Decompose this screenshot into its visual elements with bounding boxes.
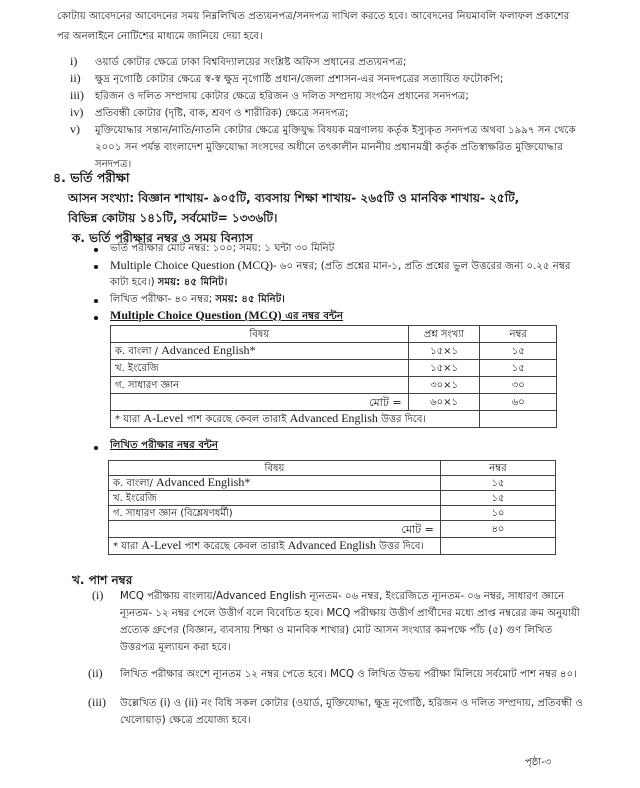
note-text: * যারা	[115, 414, 144, 425]
subject-cell: গ. সাধারণ জ্ঞান	[111, 377, 409, 394]
bullet-mcq-line-2	[110, 274, 227, 291]
mcq-label: Multiple Choice Question (MCQ)	[110, 258, 273, 272]
column-header-subject: বিষয়	[111, 326, 409, 343]
empty-cell	[440, 538, 555, 555]
note-text-en: Advanced English	[289, 411, 378, 425]
table-total-row	[109, 521, 556, 538]
list-item-line: সনদপত্র।	[95, 159, 132, 170]
seat-count-line-1: আসন সংখ্যা: বিজ্ঞান শাখায়- ৯০৫টি, ব্যবসায় শিক্ষা শাখায়- ২৬৫টি ও মানবিক শাখায়- ২৫টি,	[68, 191, 520, 205]
list-numeral: i)	[70, 54, 78, 68]
note-cell	[109, 538, 441, 555]
total-label: মোট =	[111, 394, 409, 411]
section-heading: ৪. ভর্তি পরীক্ষা	[53, 170, 130, 185]
subject-cell: খ. ইংরেজি	[111, 360, 409, 377]
note-text: পাশ করেছে কেবল তারাই	[183, 414, 290, 425]
table-row	[111, 360, 557, 377]
marks-cell: ১৫	[480, 343, 557, 360]
table-header-row	[111, 326, 557, 343]
mcq-heading-bn: এর নম্বর বন্টন	[281, 311, 344, 322]
list-item: প্রতিবন্ধী কোটার (দৃষ্টি, বাক, শ্রবণ ও শারীরিক) ক্ষেত্রে সনদপত্র;	[95, 108, 349, 119]
table-row	[109, 476, 556, 491]
table-row	[111, 377, 557, 394]
column-header-questions: প্রশ্ন সংখ্যা	[408, 326, 480, 343]
list-item: হরিজন ও দলিত সম্প্রদায় কোটার ক্ষেত্রে হরিজন ও দলিত সম্প্রদায় সংগঠন প্রধানের সনদপত্র;	[95, 91, 469, 102]
intro-line-2: পর অনলাইনে নোটিশের মাধ্যমে জানিয়ে দেয়া হবে।	[57, 31, 263, 42]
list-item-line: মুক্তিযোদ্ধার সন্তান/নাতি/নাতনি কোটার ক্ষেত্রে মুক্তিযুদ্ধ বিষয়ক মন্ত্রণালয় কর্তৃক ইস্যুকৃত সনদপত্র অথবা ১৯৯৭ সন থেকে	[95, 125, 576, 136]
list-item: ক্ষুদ্র নৃগোষ্ঠি কোটার ক্ষেত্রে স্ব-স্ব ক্ষুদ্র নৃগোষ্ঠি প্রধান/জেলা প্রশাসন-এর সনদপত্রের সত্যায়িত ফটোকপি;	[95, 74, 504, 85]
pass-rule-line: উল্লেখিত (i) ও (ii) নং বিধি সকল কোটার (ওয়ার্ড, মুক্তিযোদ্ধা, ক্ষুদ্র নৃগোষ্ঠি, হরিজন ও দলিত সম্প্রদায়, প্রতিবন্ধী ও	[120, 698, 583, 709]
note-text-en: A-Level	[141, 538, 182, 552]
bullet-icon	[94, 446, 98, 450]
mcq-details: - ৬০ নম্বর; (প্রতি প্রশ্নের মান-১, প্রতি প্রশ্নের ভুল উত্তরের জন্য ০.২৫ নম্বর	[272, 261, 571, 272]
written-marks: লিখিত পরীক্ষা- ৪০ নম্বর;	[110, 294, 216, 305]
bullet-icon	[94, 265, 98, 269]
list-numeral: iv)	[70, 105, 84, 119]
table-note-row	[111, 411, 557, 428]
list-numeral: (iii)	[88, 695, 106, 709]
subject-cell: গ. সাধারণ জ্ঞান (বিশ্লেষণধর্মী)	[109, 506, 441, 521]
note-text: পাশ করেছে কেবল তারাই	[181, 541, 288, 552]
table-total-row	[111, 394, 557, 411]
subsection-heading: ক. ভর্তি পরীক্ষার নম্বর ও সময় বিন্যাস	[72, 231, 253, 245]
table-note-row	[109, 538, 556, 555]
questions-cell: ১৫×১	[408, 360, 480, 377]
mcq-time: সময়: ৪৫ মিনিট।	[157, 277, 228, 288]
bullet-icon	[94, 316, 98, 320]
note-text-en: A-Level	[143, 411, 184, 425]
subject-en: Advanced English*	[156, 475, 251, 489]
written-distribution-heading: লিখিত পরীক্ষার নম্বর বন্টন	[110, 440, 219, 451]
pass-rule-line: লিখিত পরীক্ষার অংশে ন্যূনতম ১২ নম্বর পেতে হবে। MCQ ও লিখিত উভয় পরীক্ষা মিলিয়ে সর্বমোট পাশ নম্বর ৪০।	[120, 669, 577, 680]
column-header-marks: নম্বর	[440, 461, 555, 476]
total-marks: ৬০	[480, 394, 557, 411]
table-row	[111, 343, 557, 360]
total-questions: ৬০×১	[408, 394, 480, 411]
subject-cell	[111, 343, 409, 360]
pass-marks-heading: খ. পাশ নম্বর	[72, 573, 133, 587]
subject-bn: ক. বাংলা/	[113, 478, 157, 489]
subject-bn: ক. বাংলা /	[115, 346, 162, 357]
empty-cell	[480, 411, 557, 428]
note-cell	[111, 411, 480, 428]
list-numeral: (ii)	[88, 666, 103, 680]
bullet-mcq-line-1	[110, 257, 570, 275]
list-item-line: ২০০১ সন পর্যন্ত বাংলাদেশ মুক্তিযোদ্ধা সংসদের অধীনে তৎকালীন মাননীয় প্রধানমন্ত্রী কর্তৃক প্রতিস্বাক্ষরিত মুক্তিযোদ্ধার	[95, 142, 563, 153]
pass-rule-line: প্রত্যেক গ্রুপের (বিজ্ঞান, ব্যবসায় শিক্ষা ও মানবিক শাখার) মোট আসন সংখ্যার কমপক্ষে পাঁচ (৫) গুণ লিখিত	[120, 625, 553, 636]
bullet-total-marks: ভর্তি পরীক্ষার মোট নম্বর: ১০০; সময়: ১ ঘন্টা ৩০ মিনিট	[110, 243, 335, 254]
pass-rule-line: MCQ পরীক্ষায় বাংলায়/Advanced English ন্যূনতম- ০৬ নম্বর, ইংরেজিতে ন্যূনতম- ০৬ নম্বর, সাধারণ জ্ঞানে	[120, 591, 565, 602]
mcq-deduction-text: কাটা হবে।)	[110, 277, 158, 288]
pass-rule-line: ন্যূনতম- ১২ নম্বর পেলে উত্তীর্ণ বলে বিবেচিত হবে। MCQ পরীক্ষায় উত্তীর্ণ প্রার্থীদের মধ্যে প্রাপ্ত নম্বরের ক্রম অনুযায়ী	[120, 608, 580, 619]
marks-cell: ৩০	[480, 377, 557, 394]
pass-rule-line: উত্তরপত্র মূল্যায়ন করা হবে।	[120, 642, 231, 653]
list-numeral: ii)	[70, 71, 81, 85]
note-text: * যারা	[113, 541, 142, 552]
written-distribution-table	[108, 460, 556, 555]
questions-cell: ১৫×১	[408, 343, 480, 360]
questions-cell: ৩০×১	[408, 377, 480, 394]
table-header-row	[109, 461, 556, 476]
marks-cell: ১৫	[440, 476, 555, 491]
bullet-written	[110, 291, 285, 308]
total-marks: ৪০	[440, 521, 555, 538]
table-row	[109, 491, 556, 506]
note-text: উত্তর দিবে।	[377, 414, 426, 425]
list-numeral: v)	[70, 122, 80, 136]
column-header-marks: নম্বর	[480, 326, 557, 343]
column-header-subject: বিষয়	[109, 461, 441, 476]
mcq-heading-en: Multiple Choice Question (MCQ)	[110, 308, 282, 322]
subject-cell: খ. ইংরেজি	[109, 491, 441, 506]
note-text: উত্তর দিবে।	[375, 541, 424, 552]
written-time: সময়: ৪৫ মিনিট।	[215, 294, 285, 305]
subject-cell	[109, 476, 441, 491]
intro-line-1: কোটায় আবেদনের আবেদনের সময় নিম্নলিখিত প্রত্যয়নপত্র/সনদপত্র দাখিল করতে হবে। আবেদনের নিয়মাবলি ফলাফল প্রকাশের	[57, 11, 570, 22]
total-label: মোট =	[109, 521, 441, 538]
marks-cell: ১০	[440, 506, 555, 521]
note-text-en: Advanced English	[287, 538, 376, 552]
page-number: পৃষ্ঠা-৩	[525, 757, 552, 768]
subject-en: Advanced English*	[161, 343, 256, 357]
bullet-icon	[94, 299, 98, 303]
seat-count-line-2: বিভিন্ন কোটায় ১৪১টি, সর্বমোট= ১৩৩৬টি।	[68, 211, 278, 225]
list-numeral: iii)	[70, 88, 84, 102]
table-row	[109, 506, 556, 521]
list-item: ওয়ার্ড কোটার ক্ষেত্রে ঢাকা বিশ্ববিদ্যালয়ের সংশ্লিষ্ট অফিস প্রধানের প্রত্যয়নপত্র;	[95, 57, 407, 68]
mcq-distribution-heading	[110, 307, 343, 325]
marks-cell: ১৫	[440, 491, 555, 506]
list-numeral: (i)	[92, 588, 104, 602]
mcq-distribution-table	[110, 325, 557, 428]
marks-cell: ১৫	[480, 360, 557, 377]
pass-rule-line: খেলোয়াড়) ক্ষেত্রে প্রযোজ্য হবে।	[120, 715, 251, 726]
bullet-icon	[94, 248, 98, 252]
